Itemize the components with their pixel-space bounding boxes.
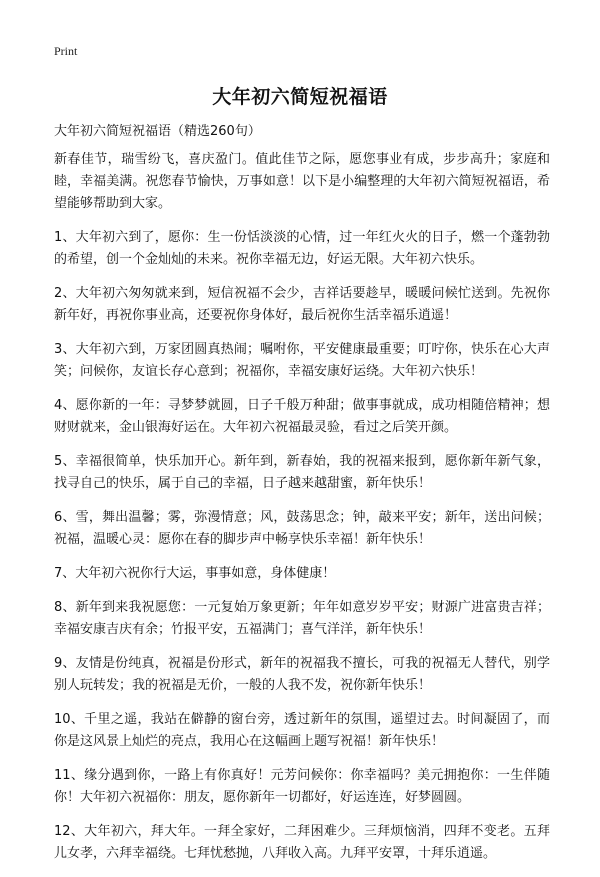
blessing-paragraph-6: 6、雪，舞出温馨；雾，弥漫情意；风，鼓荡思念；钟，敲来平安；新年，送出问候；祝福，温暖心灵：愿你在春的脚步声中畅享快乐幸福！新年快乐！ [54,510,550,547]
blessing-paragraph-10: 10、千里之遥，我站在僻静的窗台旁，透过新年的氛围，遥望过去。时间凝固了，而你是这风景上灿烂的亮点，我用心在这幅画上题写祝福！新年快乐！ [54,712,550,749]
blessing-paragraph-12: 12、大年初六，拜大年。一拜全家好，二拜困难少。三拜烦恼消，四拜不变老。五拜儿女孝，六拜幸福绕。七拜忧愁抛，八拜收入高。九拜平安罩，十拜乐逍遥。 [54,824,550,861]
blessing-paragraph-1: 1、大年初六到了，愿你：生一份恬淡淡的心情，过一年红火火的日子，燃一个蓬勃勃的希望，创一个金灿灿的未来。祝你幸福无边，好运无限。大年初六快乐。 [54,230,550,267]
intro-paragraph: 新春佳节，瑞雪纷飞，喜庆盈门。值此佳节之际，愿您事业有成，步步高升；家庭和睦，幸福美满。祝您春节愉快，万事如意！以下是小编整理的大年初六简短祝福语，希望能够帮助到大家。 [54,152,550,211]
article-body [54,149,550,877]
page-title: 大年初六简短祝福语 [212,86,388,108]
blessing-paragraph-5: 5、幸福很简单，快乐加开心。新年到，新春始，我的祝福来报到，愿你新年新气象，找寻自己的快乐，属于自己的幸福，日子越来越甜蜜，新年快乐！ [54,454,550,491]
blessing-paragraph-7: 7、大年初六祝你行大运，事事如意，身体健康！ [54,566,336,581]
blessing-paragraph-4: 4、愿你新的一年：寻梦梦就圆，日子千般万种甜；做事事就成，成功相随倍精神；想财财就来，金山银海好运在。大年初六祝福最灵验，看过之后笑开颜。 [54,398,550,435]
print-link[interactable]: Print [54,44,78,58]
blessing-paragraph-9: 9、友情是份纯真，祝福是份形式，新年的祝福我不擅长，可我的祝福无人替代，别学别人玩转发；我的祝福是无价，一般的人我不发，祝你新年快乐！ [54,656,550,693]
blessing-paragraph-3: 3、大年初六到，万家团圆真热闹；嘱咐你，平安健康最重要；叮咛你，快乐在心大声笑；问候你，友谊长存心意到；祝福你，幸福安康好运绕。大年初六快乐！ [54,342,550,379]
blessing-paragraph-11: 11、缘分遇到你，一路上有你真好！元芳问候你：你幸福吗？美元拥抱你：一生伴随你！大年初六祝福你：朋友，愿你新年一切都好，好运连连，好梦圆圆。 [54,768,550,805]
page-subtitle: 大年初六简短祝福语（精选260句） [54,124,261,139]
blessing-paragraph-8: 8、新年到来我祝愿您：一元复始万象更新；年年如意岁岁平安；财源广进富贵吉祥；幸福安康吉庆有余；竹报平安，五福满门；喜气洋洋，新年快乐！ [54,600,550,637]
blessing-paragraph-2: 2、大年初六匆匆就来到，短信祝福不会少，吉祥话要趁早，暖暖问候忙送到。先祝你新年好，再祝你事业高，还要祝你身体好，最后祝你生活幸福乐逍遥！ [54,286,550,323]
